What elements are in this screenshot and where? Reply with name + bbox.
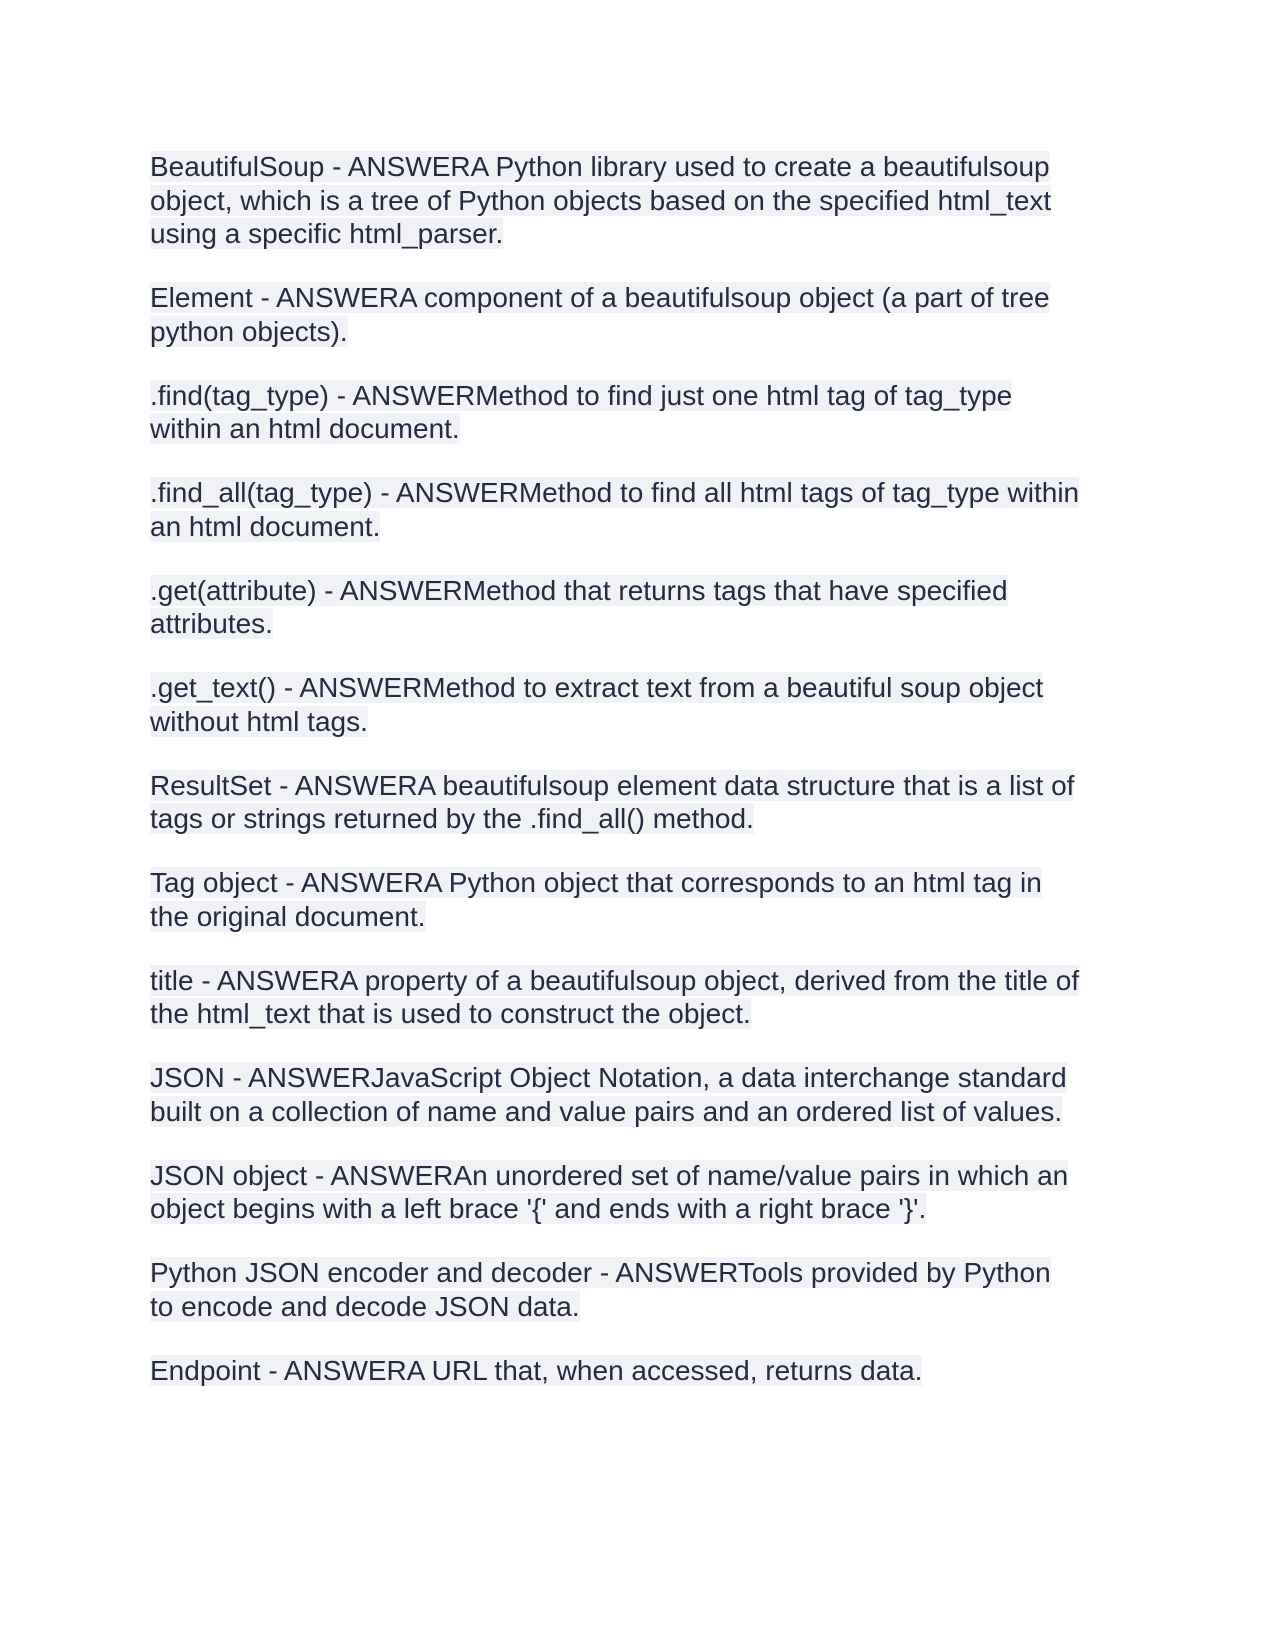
entry-line: python objects).: [150, 315, 348, 347]
entry-line: attributes.: [150, 608, 273, 639]
entry-line: an html document.: [150, 510, 381, 542]
entry-line: Element - ANSWERA component of a beautifulsoup object (a part of tree: [150, 282, 1050, 313]
entry-line: using a specific html_parser.: [150, 218, 504, 249]
document-page: [150, 150, 1130, 1418]
entry-line: Endpoint - ANSWERA URL that, when accessed, returns data.: [150, 1354, 923, 1386]
entry-line: tags or strings returned by the .find_all() method.: [150, 803, 754, 834]
entry-line: to encode and decode JSON data.: [150, 1290, 580, 1322]
entry-line: title - ANSWERA property of a beautifulsoup object, derived from the title of: [150, 964, 1080, 996]
entry-python-json: [150, 1256, 1130, 1323]
entry-json: [150, 1061, 1130, 1128]
entry-line: .find_all(tag_type) - ANSWERMethod to find all html tags of tag_type within: [150, 477, 1080, 508]
entry-line: BeautifulSoup - ANSWERA Python library used to create a beautifulsoup: [150, 151, 1050, 182]
entry-line: the html_text that is used to construct the object.: [150, 998, 751, 1029]
entry-line: ResultSet - ANSWERA beautifulsoup element data structure that is a list of: [150, 769, 1075, 801]
entry-get-text: [150, 671, 1130, 738]
entry-title: [150, 964, 1130, 1031]
entry-find: [150, 379, 1130, 446]
entry-tag-object: [150, 866, 1130, 933]
entry-line: object, which is a tree of Python objects based on the specified html_text: [150, 184, 1052, 216]
entry-beautifulsoup: [150, 150, 1130, 251]
entry-line: object begins with a left brace '{' and ends with a right brace '}'.: [150, 1193, 927, 1224]
entry-line: .get(attribute) - ANSWERMethod that returns tags that have specified: [150, 574, 1008, 606]
entry-json-object: [150, 1159, 1130, 1226]
entry-element: [150, 281, 1130, 348]
entry-line: without html tags.: [150, 705, 368, 737]
entry-line: built on a collection of name and value pairs and an ordered list of values.: [150, 1095, 1063, 1127]
entry-resultset: [150, 769, 1130, 836]
entry-line: Python JSON encoder and decoder - ANSWERTools provided by Python: [150, 1257, 1051, 1288]
entry-endpoint: [150, 1354, 1130, 1388]
entry-line: .find(tag_type) - ANSWERMethod to find just one html tag of tag_type: [150, 379, 1013, 411]
entry-line: .get_text() - ANSWERMethod to extract text from a beautiful soup object: [150, 672, 1044, 703]
entry-find-all: [150, 476, 1130, 543]
entry-line: JSON - ANSWERJavaScript Object Notation, a data interchange standard: [150, 1062, 1067, 1093]
entry-line: the original document.: [150, 900, 426, 932]
entry-line: within an html document.: [150, 413, 460, 444]
entry-get: [150, 574, 1130, 641]
entry-line: Tag object - ANSWERA Python object that corresponds to an html tag in: [150, 867, 1042, 898]
entry-line: JSON object - ANSWERAn unordered set of name/value pairs in which an: [150, 1159, 1069, 1191]
